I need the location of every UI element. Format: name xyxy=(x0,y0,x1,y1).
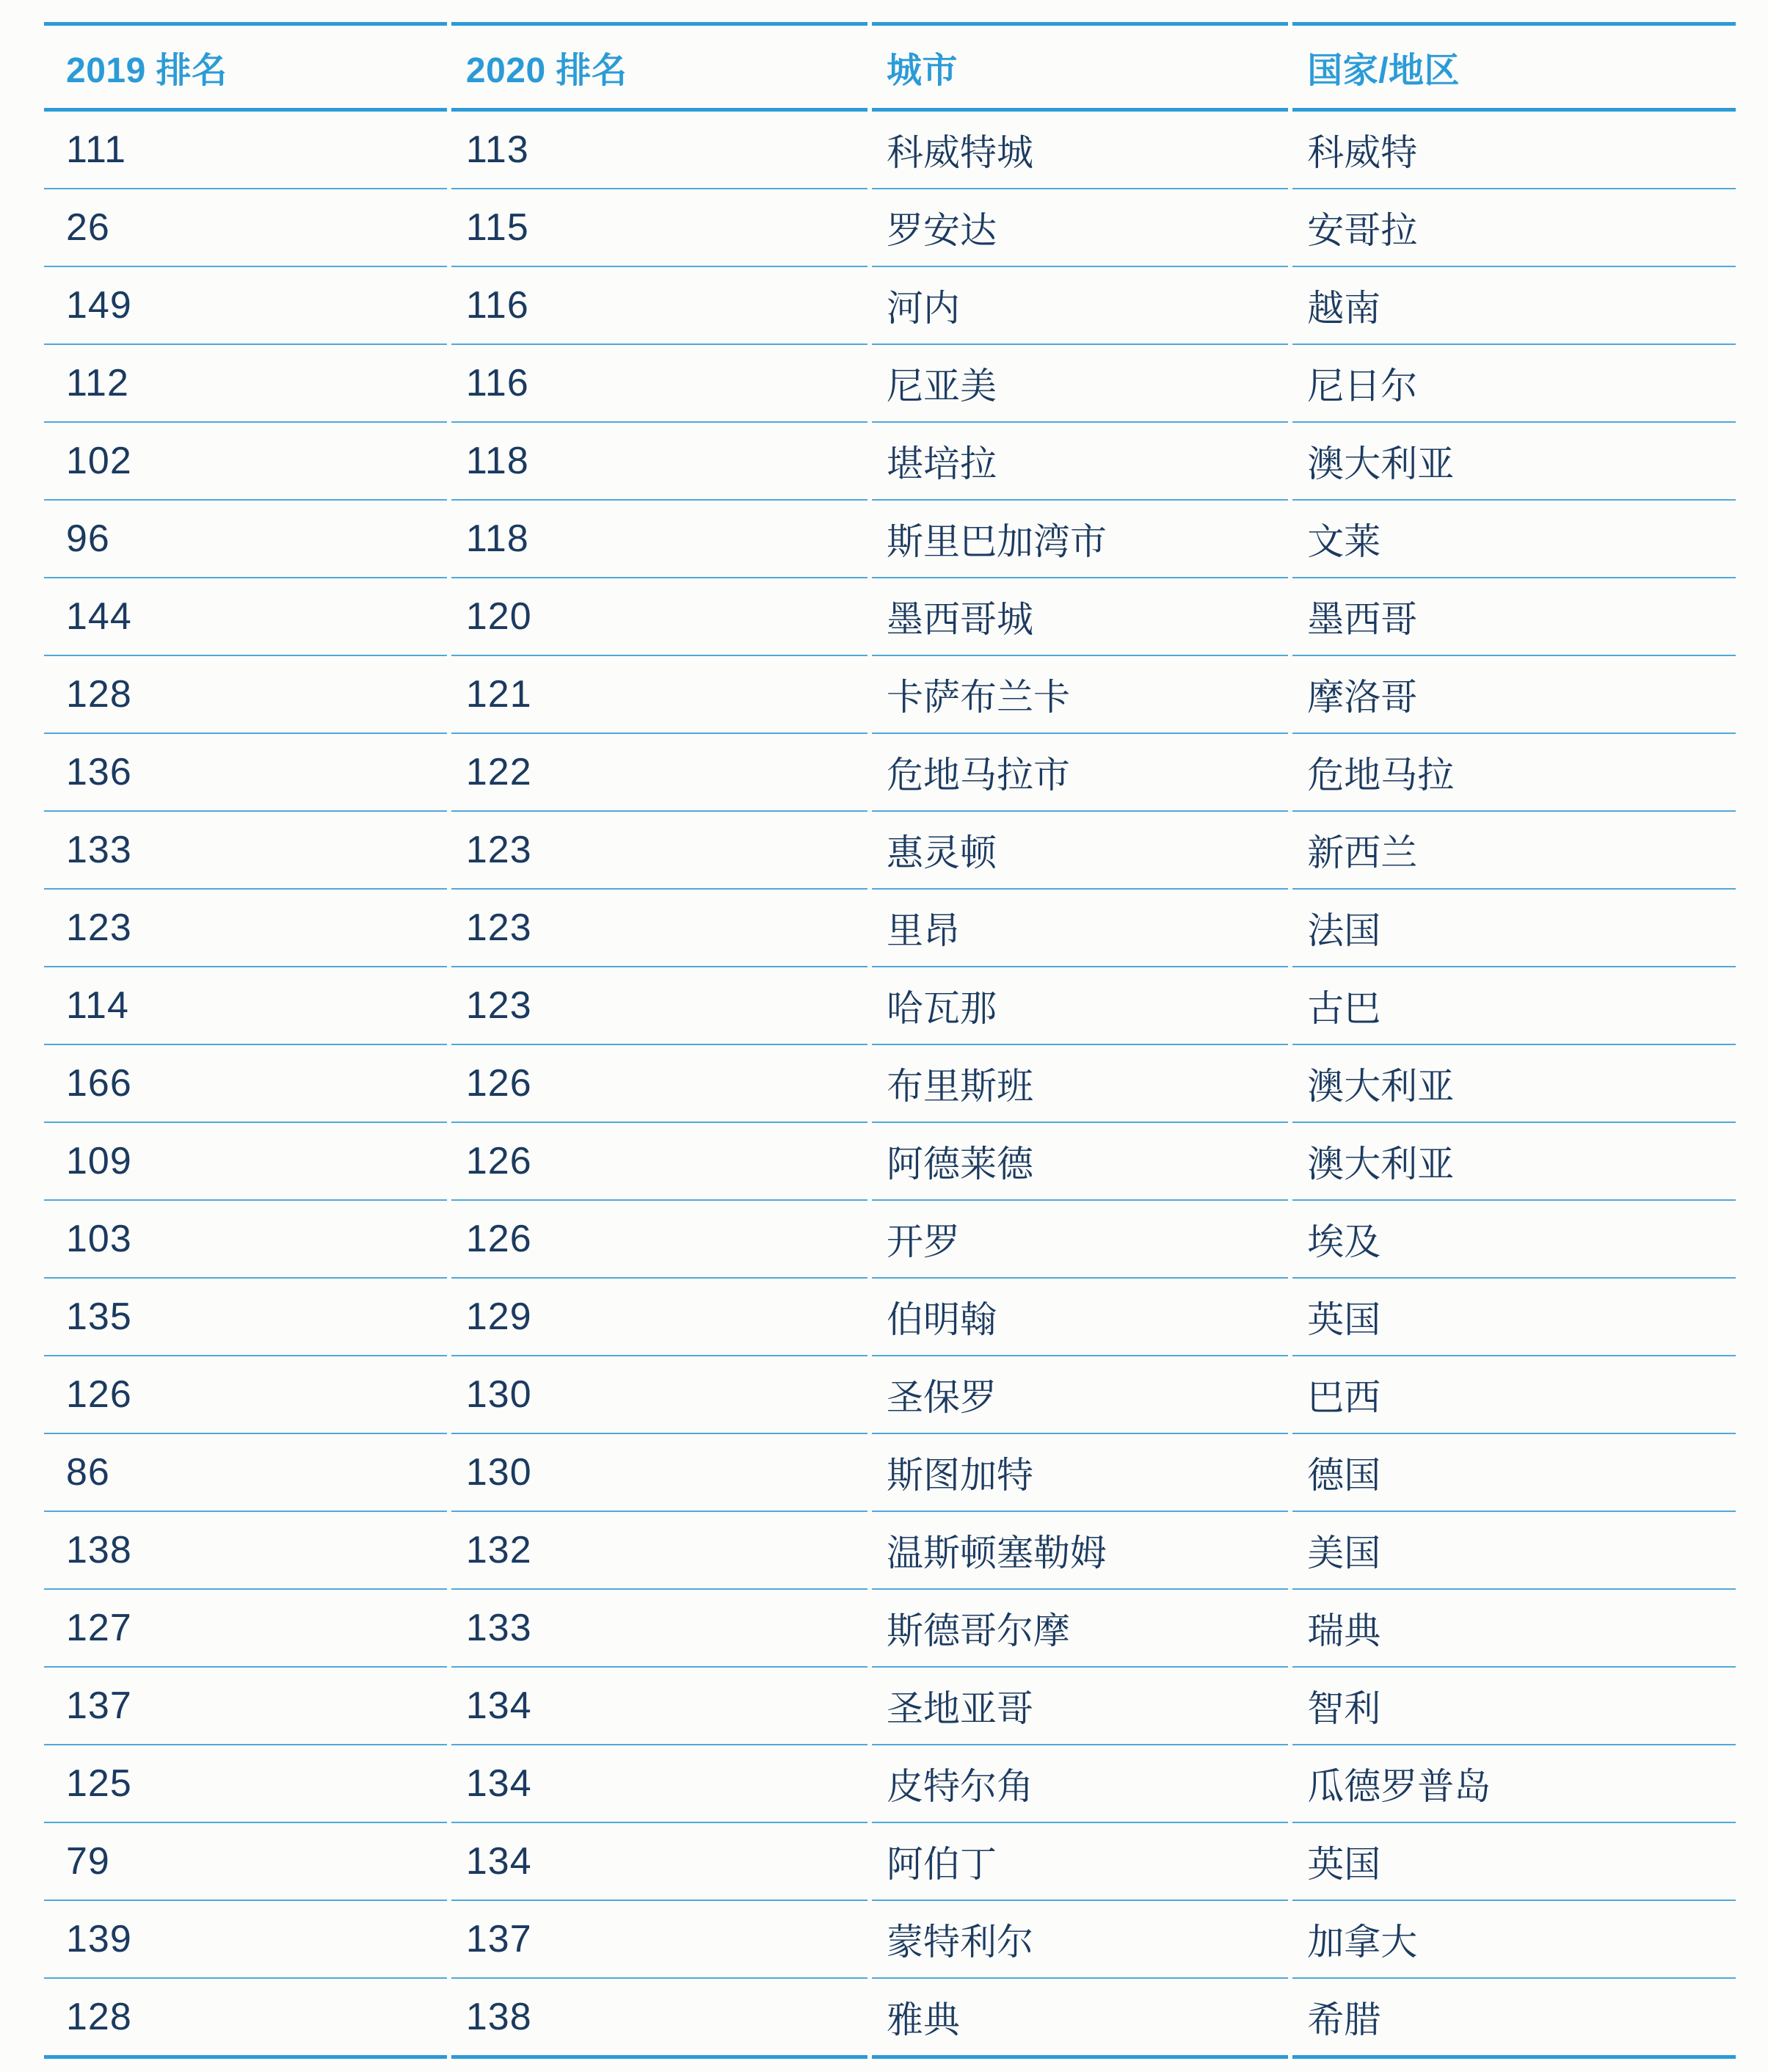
cell-city: 阿伯丁 xyxy=(872,1823,1288,1901)
cell-rank2020: 137 xyxy=(451,1901,867,1979)
cell-city: 哈瓦那 xyxy=(872,967,1288,1045)
table-row xyxy=(44,1901,1736,1979)
cell-rank2019: 166 xyxy=(44,1045,447,1123)
cell-city: 圣保罗 xyxy=(872,1356,1288,1434)
cell-country: 澳大利亚 xyxy=(1292,1123,1736,1201)
cell-rank2020: 118 xyxy=(451,501,867,578)
cell-rank2020: 132 xyxy=(451,1512,867,1590)
cell-country: 希腊 xyxy=(1292,1979,1736,2059)
cell-rank2019: 128 xyxy=(44,656,447,734)
cell-rank2020: 120 xyxy=(451,578,867,656)
cell-rank2020: 118 xyxy=(451,423,867,501)
cell-rank2019: 139 xyxy=(44,1901,447,1979)
table-row xyxy=(44,578,1736,656)
cell-city: 里昂 xyxy=(872,890,1288,967)
table-row xyxy=(44,812,1736,890)
cell-city: 罗安达 xyxy=(872,189,1288,267)
cell-rank2019: 136 xyxy=(44,734,447,812)
cell-country: 墨西哥 xyxy=(1292,578,1736,656)
cell-country: 尼日尔 xyxy=(1292,345,1736,423)
cell-rank2019: 109 xyxy=(44,1123,447,1201)
city-ranking-table xyxy=(40,22,1740,2059)
cell-country: 越南 xyxy=(1292,267,1736,345)
header-cell-rank2019: 2019 排名 xyxy=(44,22,447,112)
cell-city: 堪培拉 xyxy=(872,423,1288,501)
table-row xyxy=(44,1979,1736,2059)
cell-rank2020: 130 xyxy=(451,1356,867,1434)
table-row xyxy=(44,967,1736,1045)
cell-rank2020: 115 xyxy=(451,189,867,267)
cell-city: 圣地亚哥 xyxy=(872,1668,1288,1745)
cell-city: 墨西哥城 xyxy=(872,578,1288,656)
cell-country: 新西兰 xyxy=(1292,812,1736,890)
cell-rank2019: 125 xyxy=(44,1745,447,1823)
table-row xyxy=(44,423,1736,501)
cell-city: 伯明翰 xyxy=(872,1279,1288,1356)
cell-city: 科威特城 xyxy=(872,112,1288,189)
cell-country: 澳大利亚 xyxy=(1292,1045,1736,1123)
table-row xyxy=(44,345,1736,423)
table-row xyxy=(44,656,1736,734)
cell-rank2019: 103 xyxy=(44,1201,447,1279)
cell-country: 安哥拉 xyxy=(1292,189,1736,267)
cell-city: 开罗 xyxy=(872,1201,1288,1279)
cell-rank2020: 130 xyxy=(451,1434,867,1512)
cell-rank2019: 86 xyxy=(44,1434,447,1512)
cell-city: 危地马拉市 xyxy=(872,734,1288,812)
cell-city: 斯里巴加湾市 xyxy=(872,501,1288,578)
cell-country: 美国 xyxy=(1292,1512,1736,1590)
table-row xyxy=(44,1279,1736,1356)
cell-city: 皮特尔角 xyxy=(872,1745,1288,1823)
cell-rank2020: 126 xyxy=(451,1201,867,1279)
table-row xyxy=(44,734,1736,812)
cell-rank2020: 121 xyxy=(451,656,867,734)
cell-city: 卡萨布兰卡 xyxy=(872,656,1288,734)
cell-country: 英国 xyxy=(1292,1279,1736,1356)
cell-rank2020: 116 xyxy=(451,267,867,345)
cell-rank2020: 123 xyxy=(451,812,867,890)
table-row xyxy=(44,890,1736,967)
table-row xyxy=(44,1590,1736,1668)
table-row xyxy=(44,1745,1736,1823)
cell-rank2019: 112 xyxy=(44,345,447,423)
cell-rank2019: 114 xyxy=(44,967,447,1045)
cell-country: 埃及 xyxy=(1292,1201,1736,1279)
cell-rank2020: 134 xyxy=(451,1745,867,1823)
header-cell-country: 国家/地区 xyxy=(1292,22,1736,112)
cell-rank2019: 133 xyxy=(44,812,447,890)
cell-rank2019: 128 xyxy=(44,1979,447,2059)
cell-rank2019: 137 xyxy=(44,1668,447,1745)
cell-country: 古巴 xyxy=(1292,967,1736,1045)
cell-rank2019: 127 xyxy=(44,1590,447,1668)
cell-city: 布里斯班 xyxy=(872,1045,1288,1123)
cell-country: 摩洛哥 xyxy=(1292,656,1736,734)
table-row xyxy=(44,1512,1736,1590)
cell-rank2020: 122 xyxy=(451,734,867,812)
cell-rank2019: 96 xyxy=(44,501,447,578)
cell-rank2019: 26 xyxy=(44,189,447,267)
cell-rank2019: 149 xyxy=(44,267,447,345)
cell-city: 斯德哥尔摩 xyxy=(872,1590,1288,1668)
header-cell-rank2020: 2020 排名 xyxy=(451,22,867,112)
table-body xyxy=(44,112,1736,2059)
header-cell-city: 城市 xyxy=(872,22,1288,112)
cell-rank2020: 123 xyxy=(451,967,867,1045)
cell-country: 危地马拉 xyxy=(1292,734,1736,812)
cell-rank2019: 144 xyxy=(44,578,447,656)
cell-city: 蒙特利尔 xyxy=(872,1901,1288,1979)
cell-country: 法国 xyxy=(1292,890,1736,967)
cell-rank2020: 134 xyxy=(451,1668,867,1745)
table-header xyxy=(44,22,1736,112)
cell-rank2020: 133 xyxy=(451,1590,867,1668)
cell-city: 阿德莱德 xyxy=(872,1123,1288,1201)
cell-rank2020: 129 xyxy=(451,1279,867,1356)
cell-rank2019: 123 xyxy=(44,890,447,967)
table-row xyxy=(44,1201,1736,1279)
cell-country: 科威特 xyxy=(1292,112,1736,189)
table-row xyxy=(44,1356,1736,1434)
cell-rank2020: 138 xyxy=(451,1979,867,2059)
table-row xyxy=(44,267,1736,345)
table-row xyxy=(44,189,1736,267)
cell-rank2020: 123 xyxy=(451,890,867,967)
cell-rank2019: 102 xyxy=(44,423,447,501)
cell-city: 惠灵顿 xyxy=(872,812,1288,890)
table-row xyxy=(44,1123,1736,1201)
cell-rank2020: 126 xyxy=(451,1123,867,1201)
cell-city: 温斯顿塞勒姆 xyxy=(872,1512,1288,1590)
cell-country: 德国 xyxy=(1292,1434,1736,1512)
cell-rank2020: 134 xyxy=(451,1823,867,1901)
cell-country: 巴西 xyxy=(1292,1356,1736,1434)
cell-country: 文莱 xyxy=(1292,501,1736,578)
cell-rank2019: 79 xyxy=(44,1823,447,1901)
table-row xyxy=(44,1045,1736,1123)
table-row xyxy=(44,501,1736,578)
cell-rank2019: 138 xyxy=(44,1512,447,1590)
cell-country: 瑞典 xyxy=(1292,1590,1736,1668)
cell-city: 雅典 xyxy=(872,1979,1288,2059)
header-row xyxy=(44,22,1736,112)
table-row xyxy=(44,112,1736,189)
cell-city: 斯图加特 xyxy=(872,1434,1288,1512)
cell-rank2020: 116 xyxy=(451,345,867,423)
city-ranking-table-container xyxy=(40,22,1740,2059)
cell-rank2019: 111 xyxy=(44,112,447,189)
cell-rank2019: 135 xyxy=(44,1279,447,1356)
table-row xyxy=(44,1668,1736,1745)
cell-country: 智利 xyxy=(1292,1668,1736,1745)
cell-country: 加拿大 xyxy=(1292,1901,1736,1979)
cell-country: 澳大利亚 xyxy=(1292,423,1736,501)
cell-city: 尼亚美 xyxy=(872,345,1288,423)
cell-rank2019: 126 xyxy=(44,1356,447,1434)
cell-rank2020: 126 xyxy=(451,1045,867,1123)
cell-rank2020: 113 xyxy=(451,112,867,189)
cell-country: 瓜德罗普岛 xyxy=(1292,1745,1736,1823)
table-row xyxy=(44,1823,1736,1901)
cell-country: 英国 xyxy=(1292,1823,1736,1901)
table-row xyxy=(44,1434,1736,1512)
cell-city: 河内 xyxy=(872,267,1288,345)
